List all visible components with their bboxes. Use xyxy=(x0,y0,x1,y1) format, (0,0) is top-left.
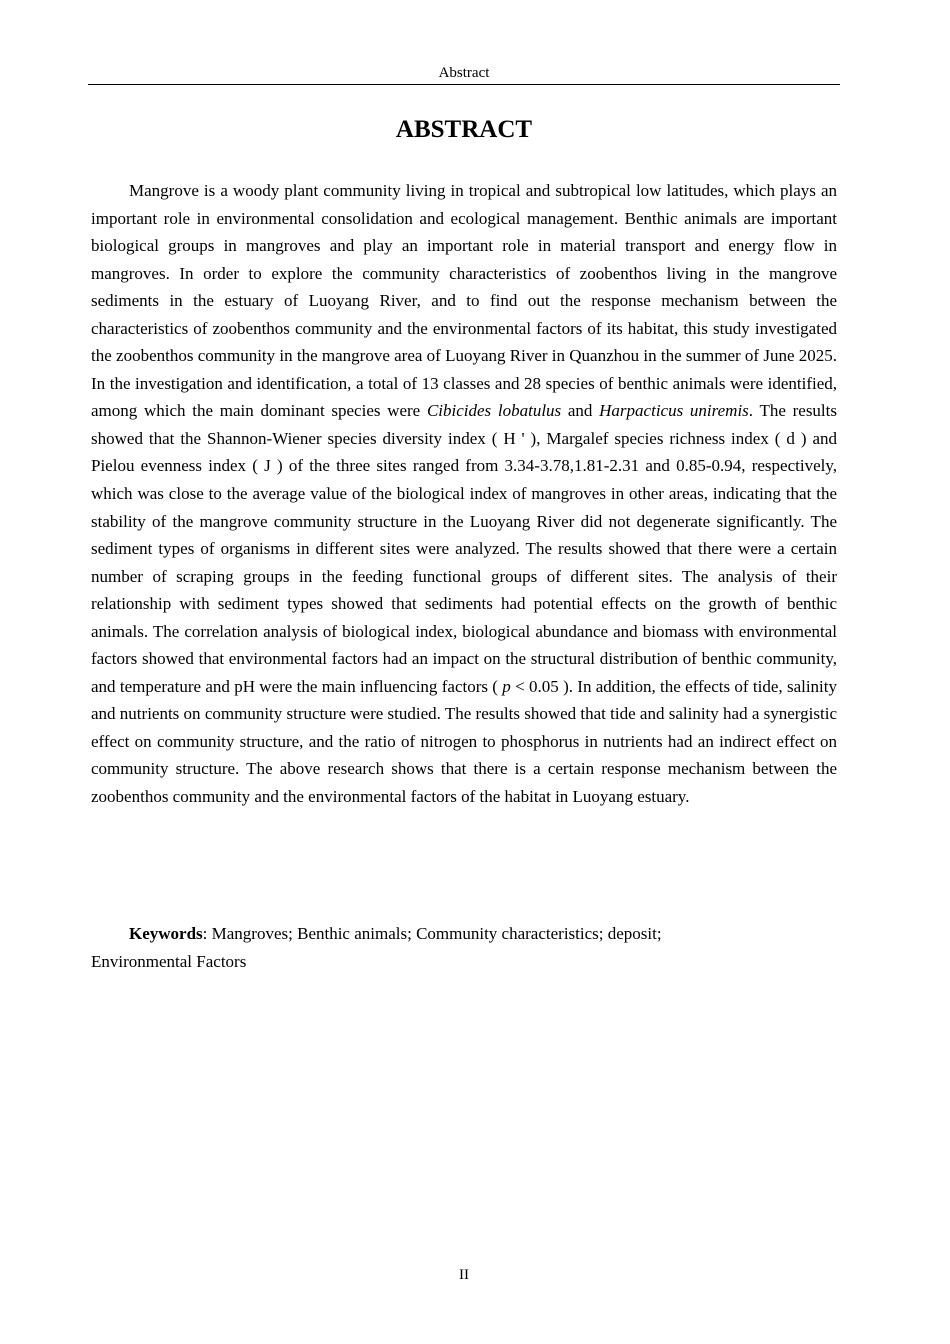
species-name-1: Cibicides lobatulus xyxy=(426,401,562,421)
species-name-2: Harpacticus uniremis xyxy=(599,401,749,421)
keywords-list-line-1: : Mangroves; Benthic animals; Community characteristics; deposit; xyxy=(202,924,662,943)
abstract-title: ABSTRACT xyxy=(395,116,533,143)
running-header: Abstract xyxy=(438,65,490,81)
abstract-paragraph xyxy=(91,177,837,811)
abstract-text-segment-2: and xyxy=(561,401,600,421)
keywords-list-line-2: Environmental Factors xyxy=(91,951,247,971)
keywords-paragraph xyxy=(91,920,837,975)
abstract-text-segment-1: Mangrove is a woody plant community living in tropical and subtropical low latitudes, which plays an important role in environmental consolidation and ecological management. Benthic animals are important biological groups in mangroves and play an important role in material transport and energy flow in mangroves. In order to explore the community characteristics of zoobenthos living in the mangrove sediments in the estuary of Luoyang River, and to find out the response mechanism between the characteristics of zoobenthos community and the environmental factors of its habitat, this study investigated the zoobenthos community in the mangrove area of Luoyang River in Quanzhou in the summer of June 2025. In the investigation and identification, a total of 13 classes and 28 species of benthic animals were identified, among which the main dominant species were xyxy=(91,181,837,421)
header-rule xyxy=(88,84,840,85)
p-value-symbol: p xyxy=(502,676,511,696)
abstract-text-segment-4: < 0.05 ). In addition, the effects of tide, salinity and nutrients on community structure were studied. The results showed that tide and salinity had a synergistic effect on community structure, and the ratio of nitrogen to phosphorus in nutrients had an indirect effect on community structure. The above research shows that there is a certain response mechanism between the zoobenthos community and the environmental factors of the habitat in Luoyang estuary. xyxy=(91,676,838,807)
abstract-text-segment-3: . The results showed that the Shannon-Wiener species diversity index ( H ' ), Margalef species richness index ( d ) and Pielou evenness index ( J ) of the three sites ranged from 3.34-3.78,1.81-2.31 and 0.85-0.94, respectively, which was close to the average value of the biological index of mangroves in other areas, indicating that the stability of the mangrove community structure in the Luoyang River did not degenerate significantly. The sediment types of organisms in different sites were analyzed. The results showed that there were a certain number of scraping groups in the feeding functional groups of different sites. The analysis of their relationship with sediment types showed that sediments had potential effects on the growth of benthic animals. The correlation analysis of biological index, biological abundance and biomass with environmental factors showed that environmental factors had an impact on the structural distribution of benthic community, and temperature and pH were the main influencing factors ( xyxy=(91,401,837,696)
page-number: II xyxy=(459,1267,469,1283)
keywords-label: Keywords xyxy=(129,924,203,943)
